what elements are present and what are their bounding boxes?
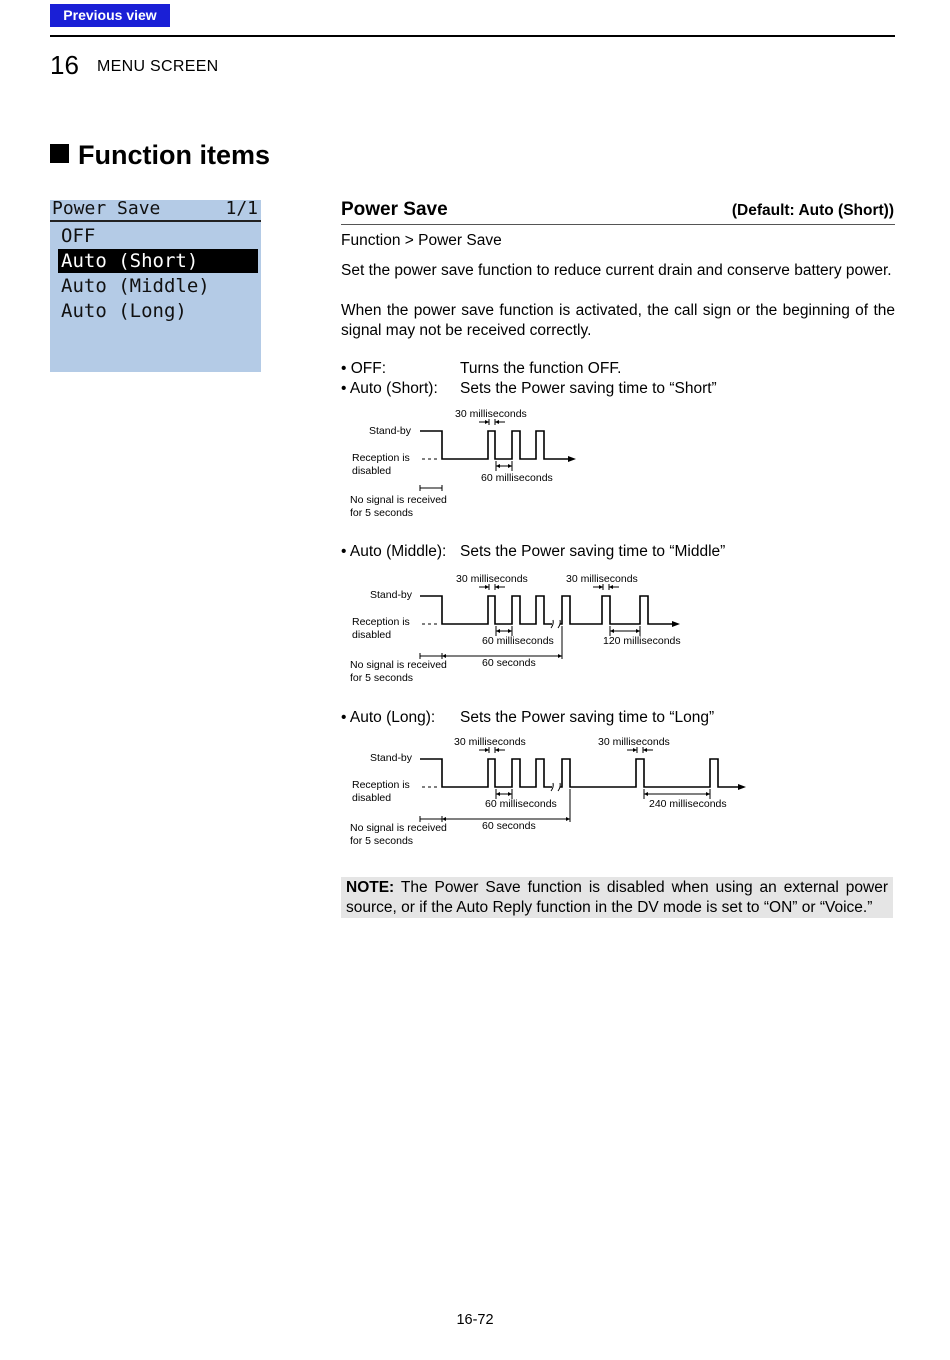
label-reception-1: Reception is: [352, 452, 410, 464]
label-30ms-b: 30 milliseconds: [566, 573, 638, 585]
lcd-item-auto-middle[interactable]: Auto (Middle): [61, 275, 210, 297]
lcd-item-auto-short[interactable]: Auto (Short): [58, 249, 258, 273]
lcd-item-auto-long[interactable]: Auto (Long): [61, 300, 187, 322]
note-box: [341, 877, 893, 918]
power-save-title: Power Save: [341, 199, 448, 220]
lcd-item-off[interactable]: OFF: [61, 225, 96, 247]
label-nosignal-1: No signal is received: [350, 494, 447, 506]
menu-path: Function > Power Save: [341, 232, 502, 249]
description-2: When the power save function is activated, the call sign or the beginning of the signal may not be received correctly.: [341, 302, 895, 339]
label-standby: Stand-by: [370, 589, 413, 601]
lcd-title: Power Save: [52, 198, 161, 219]
lcd-screen: [50, 200, 261, 372]
label-30ms-b: 30 milliseconds: [598, 736, 670, 748]
option-auto-short: [341, 380, 717, 398]
label-reception-2: disabled: [352, 465, 392, 477]
label-120ms: 120 milliseconds: [603, 635, 681, 647]
label-60ms: 60 milliseconds: [481, 472, 553, 484]
chapter-title: MENU SCREEN: [97, 58, 219, 75]
label-60s: 60 seconds: [482, 820, 536, 832]
option-desc: Sets the Power saving time to “Long”: [460, 709, 715, 726]
lcd-header: [50, 200, 261, 222]
label-60ms: 60 milliseconds: [485, 798, 557, 810]
label-60ms: 60 milliseconds: [482, 635, 554, 647]
page-number: 16-72: [456, 1312, 494, 1328]
label-nosignal-1: No signal is received: [350, 659, 447, 671]
square-bullet-icon: [50, 144, 69, 163]
label-30ms: 30 milliseconds: [455, 408, 527, 420]
lcd-page-indicator: 1/1: [225, 198, 258, 219]
option-label: • Auto (Middle):: [341, 543, 447, 560]
label-240ms: 240 milliseconds: [649, 798, 727, 810]
label-standby: Stand-by: [369, 425, 412, 437]
label-60s: 60 seconds: [482, 657, 536, 669]
timing-diagram-middle: [340, 570, 760, 690]
option-desc: Sets the Power saving time to “Short”: [460, 380, 717, 397]
timing-diagram-short: [340, 405, 760, 525]
description-1: Set the power save function to reduce current drain and conserve battery power.: [341, 262, 892, 279]
label-nosignal-2: for 5 seconds: [350, 672, 414, 684]
option-desc: Turns the function OFF.: [460, 360, 622, 377]
option-off: [341, 360, 622, 378]
option-desc: Sets the Power saving time to “Middle”: [460, 543, 726, 560]
label-nosignal-1: No signal is received: [350, 822, 447, 834]
label-30ms-a: 30 milliseconds: [454, 736, 526, 748]
option-label: • Auto (Long):: [341, 709, 436, 726]
option-label: • Auto (Short):: [341, 380, 438, 397]
note-text: The Power Save function is disabled when using an external power source, or if the Auto Reply function in the DV mode is set to “ON” or “Voice.”: [346, 879, 888, 916]
label-reception-2: disabled: [352, 792, 392, 804]
header-rule: [50, 35, 895, 37]
option-auto-middle: [341, 543, 726, 561]
timing-diagram-long: [340, 733, 760, 853]
label-nosignal-2: for 5 seconds: [350, 835, 414, 847]
label-reception-1: Reception is: [352, 616, 410, 628]
section-title: [50, 140, 270, 171]
chapter-number: 16: [50, 50, 79, 80]
label-reception-2: disabled: [352, 629, 392, 641]
section-title-text: Function items: [78, 140, 271, 170]
option-label: • OFF:: [341, 360, 387, 377]
label-reception-1: Reception is: [352, 779, 410, 791]
label-30ms-a: 30 milliseconds: [456, 573, 528, 585]
label-nosignal-2: for 5 seconds: [350, 507, 414, 519]
previous-view-button[interactable]: Previous view: [50, 4, 170, 27]
power-save-default: (Default: Auto (Short)): [731, 202, 894, 219]
note-label: NOTE:: [346, 879, 395, 896]
option-auto-long: [341, 709, 715, 727]
title-rule: [341, 224, 895, 225]
label-standby: Stand-by: [370, 752, 413, 764]
